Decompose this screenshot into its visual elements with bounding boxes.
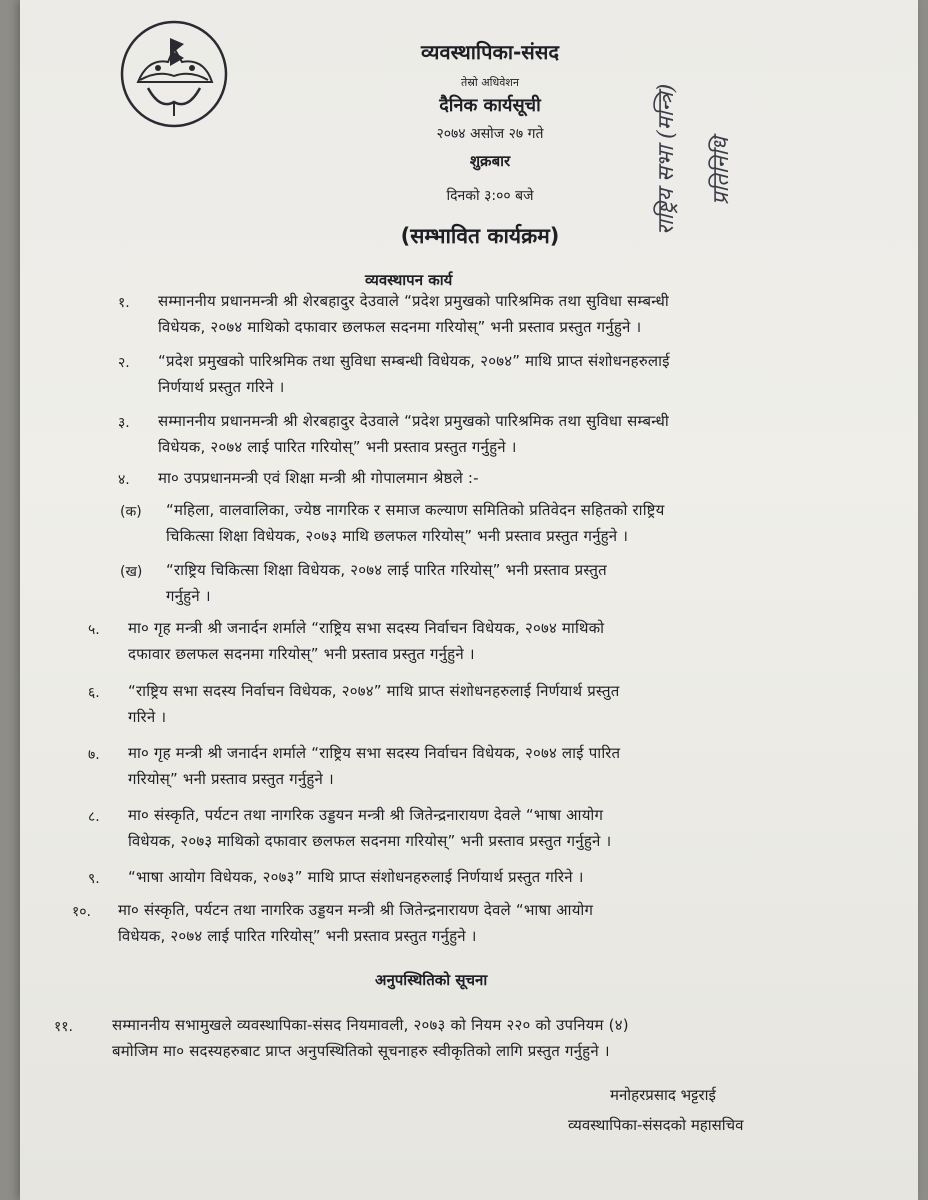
agenda-day: शुक्रबार [469, 152, 511, 170]
item-number: ७. [88, 747, 100, 763]
item-line: गरियोस्” भनी प्रस्ताव प्रस्तुत गर्नुहुने । [128, 770, 334, 788]
list-item [158, 348, 670, 400]
item-line: सम्माननीय प्रधानमन्त्री श्री शेरबहादुर देउवाले “प्रदेश प्रमुखको पारिश्रमिक तथा सुविधा सम्बन्धी [158, 412, 669, 430]
item-line: “भाषा आयोग विधेयक, २०७३” माथि प्राप्त संशोधनहरुलाई निर्णयार्थ प्रस्तुत गरिने । [128, 868, 584, 886]
item-line: मा० गृह मन्त्री श्री जनार्दन शर्माले “राष्ट्रिय सभा सदस्य निर्वाचन विधेयक, २०७४ लाई पारित [128, 744, 621, 762]
item-number: १. [118, 295, 130, 311]
item-number: ८. [88, 809, 100, 825]
item-number: ९. [88, 871, 100, 887]
item-number: १०. [72, 904, 92, 920]
list-item [158, 408, 669, 460]
item-line: चिकित्सा शिक्षा विधेयक, २०७३ माथि छलफल गरियोस्” भनी प्रस्ताव प्रस्तुत गर्नुहुने । [166, 527, 629, 545]
agenda-time: दिनको ३:०० बजे [446, 188, 534, 204]
item-number: ५. [88, 622, 100, 638]
item-number: (क) [120, 504, 142, 520]
parliament-title: व्यवस्थापिका-संसद [421, 40, 559, 64]
handwritten-note [610, 45, 810, 235]
handwritten-line-2: प्रतिनिधि [709, 137, 734, 205]
item-line: गरिने । [128, 708, 167, 726]
document-page [20, 0, 918, 1200]
item-line: निर्णयार्थ प्रस्तुत गरिने । [158, 378, 285, 396]
list-item [128, 615, 604, 667]
list-item [128, 802, 611, 854]
item-number: ६. [88, 685, 100, 701]
signatory-title: व्यवस्थापिका-संसदको महासचिव [568, 1116, 744, 1134]
item-line: दफावार छलफल सदनमा गरियोस्” भनी प्रस्ताव प्रस्तुत गर्नुहुने । [128, 645, 475, 663]
signatory-name: मनोहरप्रसाद भट्टराई [610, 1086, 716, 1104]
item-line: मा० गृह मन्त्री श्री जनार्दन शर्माले “राष्ट्रिय सभा सदस्य निर्वाचन विधेयक, २०७४ माथिको [128, 619, 605, 637]
item-line: बमोजिम मा० सदस्यहरुबाट प्राप्त अनुपस्थितिको सूचनाहरु स्वीकृतिको लागि प्रस्तुत गर्नुहुने । [112, 1042, 610, 1060]
list-item [128, 864, 584, 890]
section-title-legislation: व्यवस्थापन कार्य [365, 271, 453, 289]
item-number: २. [118, 355, 130, 371]
item-line: “प्रदेश प्रमुखको पारिश्रमिक तथा सुविधा सम्बन्धी विधेयक, २०७४” माथि प्राप्त संशोधनहरुलाई [158, 352, 670, 370]
item-line: “राष्ट्रिय चिकित्सा शिक्षा विधेयक, २०७४ लाई पारित गरियोस्” भनी प्रस्ताव प्रस्तुत [166, 561, 607, 579]
list-item [158, 465, 479, 491]
list-item [118, 897, 593, 949]
item-line: विधेयक, २०७४ माथिको दफावार छलफल सदनमा गरियोस्” भनी प्रस्ताव प्रस्तुत गर्नुहुने । [158, 318, 642, 336]
item-line: “महिला, वालवालिका, ज्येष्ठ नागरिक र समाज कल्याण समितिको प्रतिवेदन सहितको राष्ट्रिय [166, 501, 665, 519]
list-item [128, 678, 619, 730]
list-item [112, 1012, 629, 1064]
session-label: तेस्रो अधिवेशन [461, 76, 519, 89]
item-number: ३. [118, 415, 130, 431]
item-line: विधेयक, २०७४ लाई पारित गरियोस्” भनी प्रस्ताव प्रस्तुत गर्नुहुने । [118, 927, 477, 945]
list-item [166, 557, 607, 609]
item-line: विधेयक, २०७३ माथिको दफावार छलफल सदनमा गरियोस्” भनी प्रस्ताव प्रस्तुत गर्नुहुने । [128, 832, 612, 850]
agenda-title: दैनिक कार्यसूची [439, 95, 541, 116]
item-line: “राष्ट्रिय सभा सदस्य निर्वाचन विधेयक, २०७४” माथि प्राप्त संशोधनहरुलाई निर्णयार्थ प्रस्तुत [128, 682, 620, 700]
item-line: सम्माननीय सभामुखले व्यवस्थापिका-संसद नियमावली, २०७३ को नियम २२० को उपनियम (४) [112, 1016, 629, 1034]
list-item [128, 740, 620, 792]
item-number: ४. [118, 472, 130, 488]
handwritten-line-1: राष्ट्रिय सभा (मन्त्रि) [654, 83, 679, 235]
item-line: मा० संस्कृति, पर्यटन तथा नागरिक उड्डयन मन्त्री श्री जितेन्द्रनारायण देवले “भाषा आयोग [128, 806, 604, 824]
item-line: गर्नुहुने । [166, 587, 211, 605]
item-line: विधेयक, २०७४ लाई पारित गरियोस्” भनी प्रस्ताव प्रस्तुत गर्नुहुने । [158, 438, 517, 456]
item-number: ११. [54, 1019, 74, 1035]
list-item [166, 497, 664, 549]
item-line: मा० संस्कृति, पर्यटन तथा नागरिक उड्डयन मन्त्री श्री जितेन्द्रनारायण देवले “भाषा आयोग [118, 901, 594, 919]
list-item [158, 288, 669, 340]
item-line: मा० उपप्रधानमन्त्री एवं शिक्षा मन्त्री श्री गोपालमान श्रेष्ठले :- [158, 469, 479, 487]
section-title-absence-notice: अनुपस्थितिको सूचना [375, 971, 488, 989]
parliament-emblem [118, 18, 230, 130]
program-title: (सम्भावित कार्यक्रम) [400, 224, 560, 248]
item-number: (ख) [120, 564, 143, 580]
item-line: सम्माननीय प्रधानमन्त्री श्री शेरबहादुर देउवाले “प्रदेश प्रमुखको पारिश्रमिक तथा सुविधा सम्बन्धी [158, 292, 669, 310]
agenda-date: २०७४ असोज २७ गते [436, 126, 544, 142]
